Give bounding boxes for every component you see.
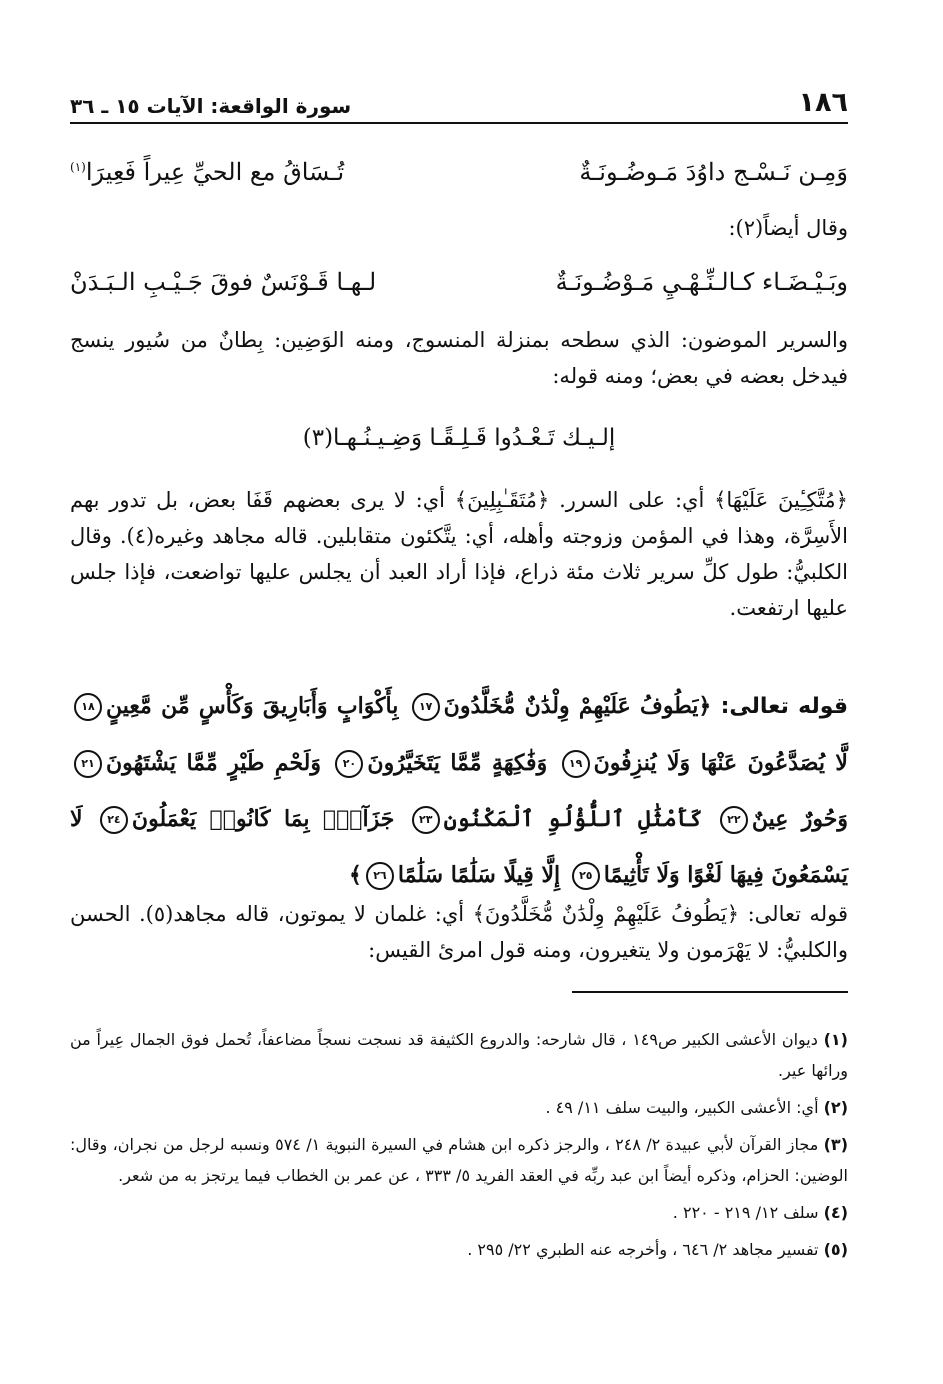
verse-1-second-hemistich — [70, 158, 344, 186]
poetry-verse-2 — [70, 268, 848, 296]
ayah-number-22: ٢٢ — [720, 806, 748, 834]
ayah-number-17: ١٧ — [412, 693, 440, 721]
footnote-4 — [70, 1197, 848, 1228]
ayah-number-18: ١٨ — [74, 693, 102, 721]
footnote-2-number: (٢) — [823, 1098, 848, 1117]
footnote-5-number: (٥) — [823, 1240, 848, 1259]
rajaz-verse: إلـيـك تَـعْـدُوا قَـلِـقًـا وَضِـيـنُـهـا(٣) — [302, 425, 616, 451]
footnote-2-text: أي: الأعشى الكبير، والبيت سلف ١١/ ٤٩ . — [545, 1098, 819, 1117]
verse-1-second-text: تُـسَاقُ مع الحيِّ عِيراً فَعِيرَا — [85, 158, 345, 186]
ayah-25-text: لَا يَسْمَعُونَ فِيهَا لَغْوًا وَلَا تَأْثِيمًا — [70, 806, 848, 888]
ayah-17-text: ﴿يَطُوفُ عَلَيْهِمْ وِلْدَٰنٌ مُّخَلَّدُونَ — [443, 693, 712, 719]
page-number: ١٨٦ — [798, 87, 848, 118]
quran-passage — [70, 678, 848, 903]
verse-2-first-hemistich: وبَـيْـضَـاء كـالـنِّـهْـيِ مَـوْضُـونَـةٌ — [555, 268, 848, 296]
footnote-1-text: ديوان الأعشى الكبير ص١٤٩ ، قال شارحه: والدروع الكثيفة قد نسجت نسجاً مضاعفاً، تُحمل فوق الجمال عِيراً من ورائها عير. — [70, 1030, 848, 1080]
ayah-number-24: ٢٤ — [100, 806, 128, 834]
verse-2-intro: وقال أيضاً(٢): — [728, 216, 848, 240]
paragraph-mawdun: والسرير الموضون: الذي سطحه بمنزلة المنسوج، ومنه الوَضِين: بِطانٌ من سُيور ينسج فيدخل بعضه في بعض؛ ومنه قوله: — [70, 328, 848, 388]
footnote-3 — [70, 1129, 848, 1191]
ayah-number-20: ٢٠ — [335, 750, 363, 778]
poetry-verse-1 — [70, 158, 848, 186]
quran-close-bracket: ﴾ — [349, 862, 362, 888]
ayah-19-text: لَّا يُصَدَّعُونَ عَنْهَا وَلَا يُنزِفُونَ — [593, 750, 848, 776]
footnote-1 — [70, 1024, 848, 1086]
quran-lead: قوله تعالى: — [720, 694, 848, 719]
ayah-number-26: ٢٦ — [366, 862, 394, 890]
footnote-3-number: (٣) — [823, 1135, 848, 1154]
footnote-5-text: تفسير مجاهد ٢/ ٦٤٦ ، وأخرجه عنه الطبري ٢٢/ ٢٩٥ . — [467, 1240, 819, 1259]
paragraph-muttakiin: ﴿مُتَّكِـِٔينَ عَلَيْهَا﴾ أي: على السرر. ﴿مُتَقَـٰبِلِينَ﴾ أي: لا يرى بعضهم قَفَا بعض، بل تدور بهم الأَسِرَّة، وهذا في المؤمن وزوجته وأهله، أي: يتَّكئون متقابلين. قاله مجاهد وغيره(٤). وقال الكلبيُّ: طول كلِّ سرير ثلاث مئة ذراع، فإذا أراد العبد أن يجلس عليها تواضعت، فإذا جلس عليها ارتفعت. — [70, 488, 848, 620]
ayah-22-text: وَحُورٌ عِينٌ — [751, 806, 848, 832]
ayah-18-text: بِأَكْوَابٍ وَأَبَارِيقَ وَكَأْسٍ مِّن مَّعِينٍ — [106, 693, 399, 719]
footnote-4-number: (٤) — [823, 1203, 848, 1222]
ayah-number-21: ٢١ — [74, 750, 102, 778]
running-title: سورة الواقعة: الآيات ١٥ ـ ٣٦ — [70, 94, 352, 118]
ayah-21-text: وَلَحْمِ طَيْرٍ مِّمَّا يَشْتَهُونَ — [106, 750, 321, 776]
ayah-23-text: كَأَمْثَٰلِ ٱللُّؤْلُوِ ٱلْمَكْنُونِ — [443, 806, 703, 832]
footnote-ref-1: (١) — [70, 160, 86, 174]
footnote-2 — [70, 1092, 848, 1123]
footnote-5 — [70, 1234, 848, 1265]
ayah-number-23: ٢٣ — [412, 806, 440, 834]
verse-1-first-hemistich: وَمِـن نَـسْـج داوُدَ مَـوضُـونَـةٌ — [579, 158, 848, 186]
paragraph-wildan: قوله تعالى: ﴿يَطُوفُ عَلَيْهِمْ وِلْدَٰنٌ مُّخَلَّدُونَ﴾ أي: غلمان لا يموتون، قاله مجاهد(٥). الحسن والكلبيُّ: لا يَهْرَمون ولا يتغيرون، ومنه قول امرئ القيس: — [70, 902, 848, 962]
footnotes — [70, 1024, 848, 1271]
ayah-26-text: إِلَّا قِيلًا سَلَٰمًا سَلَٰمًا — [397, 862, 561, 888]
ayah-number-19: ١٩ — [562, 750, 590, 778]
verse-2-second-hemistich: لـهـا قَـوْنَسٌ فوقَ جَـيْـبِ الـبَـدَنْ — [70, 268, 377, 296]
footnote-separator — [572, 991, 848, 993]
page-header — [70, 78, 848, 124]
ayah-24-text: جَزَآءًۢ بِمَا كَانُوا۟ يَعْمَلُونَ — [131, 806, 395, 832]
footnote-3-text: مجاز القرآن لأبي عبيدة ٢/ ٢٤٨ ، والرجز ذكره ابن هشام في السيرة النبوية ١/ ٥٧٤ ونسبه لرجل من نجران، وقال: الوضين: الحزام، وذكره أيضاً ابن عبد ربِّه في العقد الفريد ٥/ ٣٣٣ ، عن عمر بن الخطاب فيما يرتجز به من شعر. — [70, 1135, 848, 1185]
ayah-number-25: ٢٥ — [572, 862, 600, 890]
footnote-1-number: (١) — [823, 1030, 848, 1049]
ayah-20-text: وَفَٰكِهَةٍ مِّمَّا يَتَخَيَّرُونَ — [367, 750, 548, 776]
footnote-4-text: سلف ١٢/ ٢١٩ - ٢٢٠ . — [672, 1203, 819, 1222]
